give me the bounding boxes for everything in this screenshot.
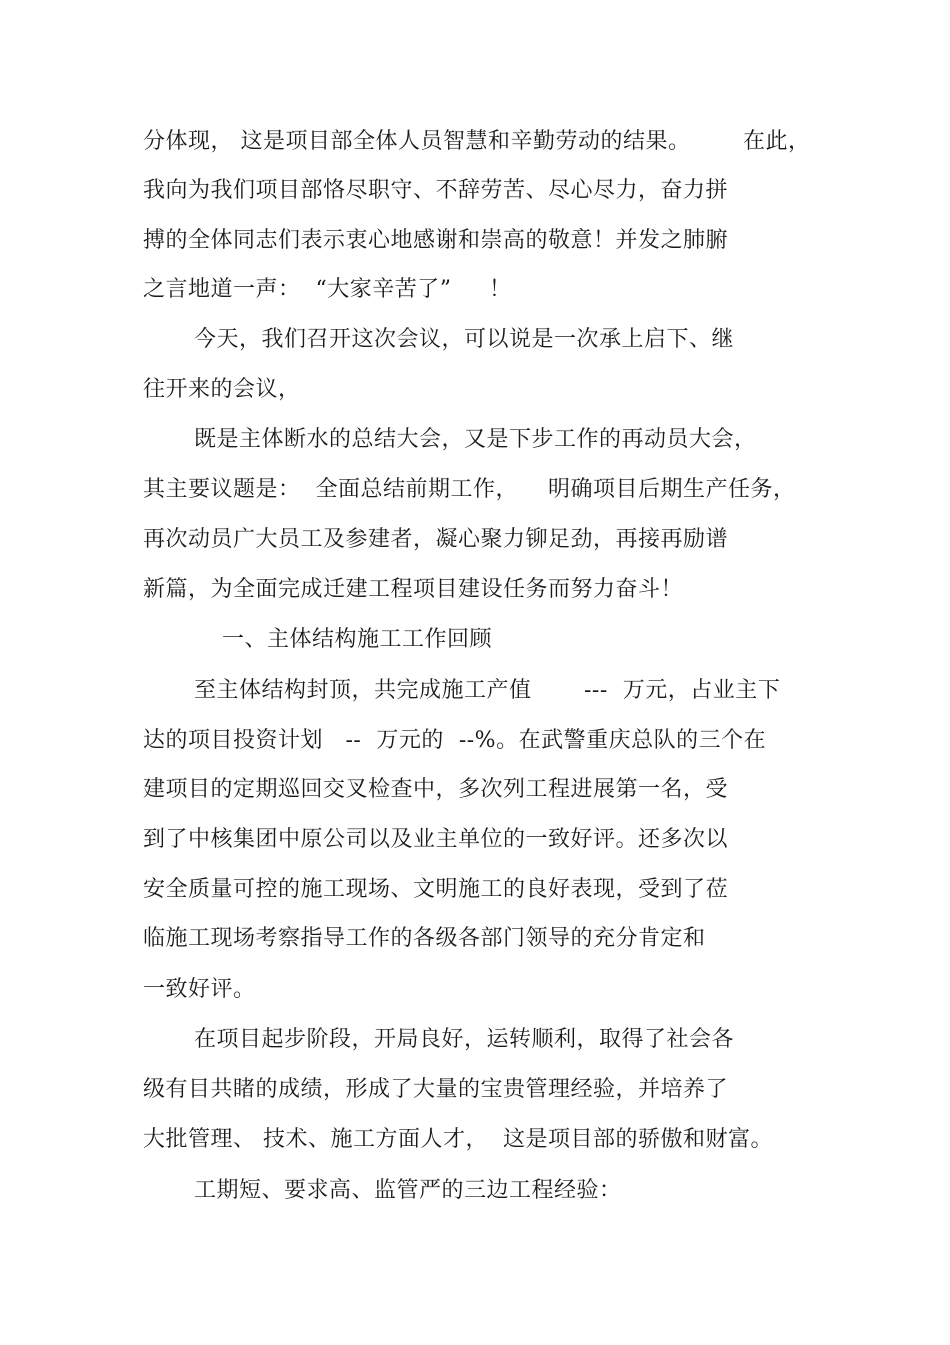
paragraph-line: 在项目起步阶段，开局良好，运转顺利，取得了社会各 (194, 1027, 735, 1052)
paragraph-line: 级有目共睹的成绩，形成了大量的宝贵管理经验，并培养了 (143, 1077, 729, 1102)
paragraph-line: 至主体结构封顶，共完成施工产值 --- 万元，占业主下 (194, 678, 781, 703)
paragraph-line: 到了中核集团中原公司以及业主单位的一致好评。还多次以 (143, 827, 729, 852)
paragraph-line: 分体现， 这是项目部全体人员智慧和辛勤劳动的结果。 在此， (143, 129, 811, 154)
paragraph-line: 往开来的会议， (143, 377, 301, 402)
paragraph-line: 大批管理、 技术、施工方面人才， 这是项目部的骄傲和财富。 (143, 1127, 773, 1152)
paragraph-line: 搏的全体同志们表示衷心地感谢和崇高的敬意！并发之肺腑 (143, 228, 729, 253)
paragraph-line: 新篇，为全面完成迁建工程项目建设任务而努力奋斗！ (143, 577, 684, 602)
paragraph-line: 我向为我们项目部恪尽职守、不辞劳苦、尽心尽力，奋力拼 (143, 178, 729, 203)
paragraph-line: 既是主体断水的总结大会，又是下步工作的再动员大会， (194, 427, 757, 452)
paragraph-line: 安全质量可控的施工现场、文明施工的良好表现，受到了莅 (143, 877, 729, 902)
paragraph-line: 今天，我们召开这次会议，可以说是一次承上启下、继 (194, 327, 735, 352)
paragraph-line: 再次动员广大员工及参建者，凝心聚力铆足劲，再接再励谱 (143, 527, 729, 552)
paragraph-line: 一致好评。 (143, 977, 256, 1002)
paragraph-line: 其主要议题是： 全面总结前期工作， 明确项目后期生产任务， (143, 477, 796, 502)
paragraph-line: 建项目的定期巡回交叉检查中，多次列工程进展第一名，受 (143, 777, 729, 802)
section-heading: 一、主体结构施工工作回顾 (222, 627, 493, 652)
paragraph-line: 达的项目投资计划 -- 万元的 --%。在武警重庆总队的三个在 (143, 728, 767, 753)
paragraph-line: 工期短、要求高、监管严的三边工程经验： (194, 1178, 622, 1203)
paragraph-line: 之言地道一声： “大家辛苦了” ！ (143, 277, 512, 302)
paragraph-line: 临施工现场考察指导工作的各级各部门领导的充分肯定和 (143, 926, 706, 951)
